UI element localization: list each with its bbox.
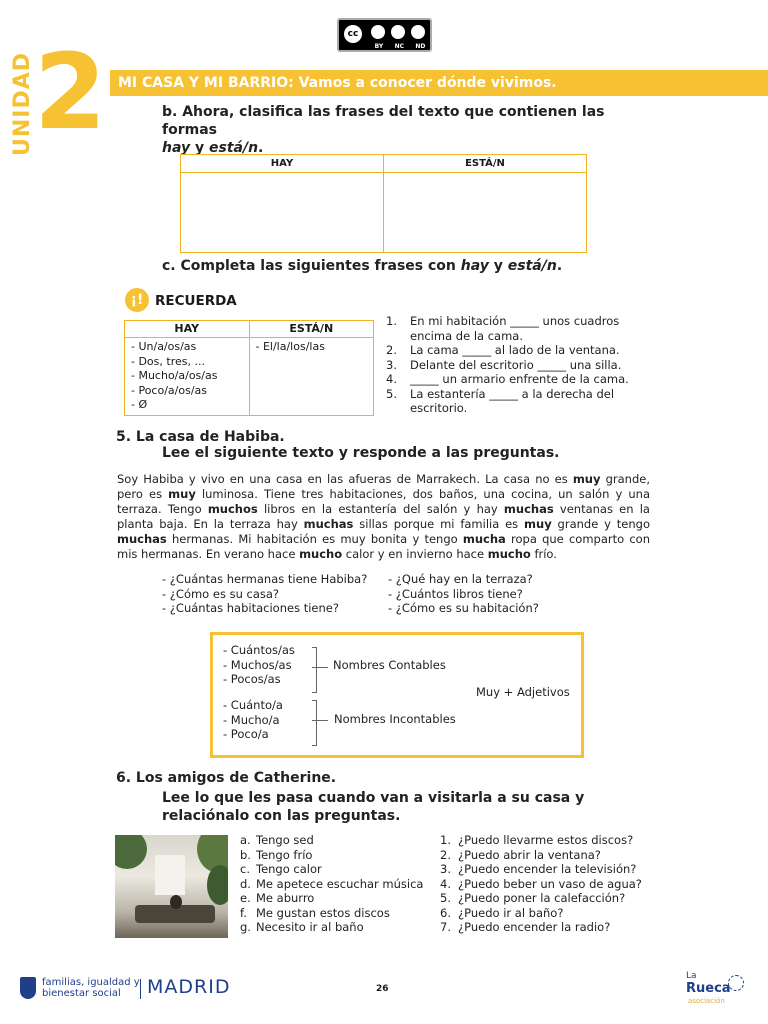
item-key: 6. (440, 905, 451, 920)
question-item: - ¿Cuántos libros tiene? (388, 586, 523, 601)
section-c-hay: hay (460, 258, 489, 274)
text-run: grande, pero es (117, 472, 650, 501)
item-text: La estantería _____ a la derecha del (410, 386, 615, 401)
question-item (440, 891, 655, 906)
exercise-c-item (386, 343, 646, 358)
section-b-y: y (190, 140, 209, 156)
text-run: ventanas en la planta baja. En la terraza hay (117, 502, 650, 531)
item-key: f. (240, 905, 247, 920)
text-run: grande y tengo (551, 517, 650, 531)
text-run: luminosa. Tiene tres habitaciones, dos baños, una cocina, un salón y una terraza. Tengo (117, 487, 651, 516)
item-number: 5. (386, 386, 397, 401)
item-text: Me apetece escuchar música (256, 876, 424, 891)
item-number: 2. (386, 343, 397, 357)
situation-item (240, 920, 440, 935)
item-text: Me aburro (256, 891, 315, 905)
questions-right (388, 572, 588, 616)
question-item (440, 862, 655, 877)
question-item (440, 833, 655, 848)
cc-icon (342, 23, 364, 45)
situation-item (240, 862, 440, 877)
rueca-wordmark: Rueca (686, 981, 731, 996)
license-badge (337, 18, 432, 52)
item-text: Me gustan estos discos (256, 905, 390, 920)
item-key: 7. (440, 920, 451, 934)
section-b-esta: está/n (208, 140, 259, 156)
questions-left (162, 572, 392, 616)
countable-item: - Cuántos/as (223, 643, 295, 657)
question-item: - ¿Cuántas habitaciones tiene? (162, 601, 339, 615)
exercise-c-list (386, 314, 646, 416)
item-text-cont: encima de la cama. (410, 328, 523, 343)
section-6-subtitle (162, 789, 584, 825)
classify-header-esta: ESTÁ/N (384, 155, 587, 173)
bold-run: mucho (299, 547, 343, 561)
item-text: ¿Puedo poner la calefacción? (458, 891, 626, 905)
section-5-subtitle: Lee el siguiente texto y responde a las preguntas. (162, 445, 560, 461)
bold-run: muchas (503, 502, 554, 516)
uncountable-list (223, 698, 283, 742)
text-run: libros en la estantería del salón y hay (257, 502, 504, 516)
window-shape (155, 855, 185, 895)
item-text: Tengo sed (256, 833, 314, 847)
wheel-icon (728, 975, 744, 991)
section-b-dot: . (258, 140, 264, 156)
classify-cell-esta[interactable] (384, 173, 587, 253)
unit-number: 2 (34, 31, 107, 153)
license-nd: ND (415, 43, 426, 50)
section-c-instruction (162, 258, 562, 274)
item-text: ¿Puedo abrir la ventana? (458, 847, 601, 862)
bold-run: muy (168, 487, 196, 501)
text-run: frío. (530, 547, 557, 561)
classify-cell-hay[interactable] (181, 173, 384, 253)
situation-item (240, 906, 440, 921)
org-line: familias, igualdad y (42, 977, 140, 988)
bold-run: muy (572, 472, 601, 486)
recuerda-table (124, 320, 374, 416)
unit-text: UNIDAD (10, 51, 35, 156)
item-text: En mi habitación _____ unos cuadros (410, 314, 620, 328)
item-key: c. (240, 862, 250, 876)
section-6-subtitle-line: Lee lo que les pasa cuando van a visitarla a su casa y (162, 790, 585, 806)
recuerda-hay-cell (125, 338, 250, 416)
item-text: ¿Puedo llevarme estos discos? (458, 833, 634, 847)
bold-run: muchos (207, 502, 258, 516)
section-6-title: 6. Los amigos de Catherine. (116, 770, 337, 786)
recuerda-hay-item: - Mucho/a/os/as (131, 369, 218, 382)
item-text: ¿Puedo encender la radio? (458, 920, 611, 934)
section-c-text: c. Completa las siguientes frases con (162, 258, 461, 274)
item-text: Tengo calor (256, 862, 322, 876)
countable-label: Nombres Contables (333, 658, 446, 672)
item-text: Tengo frío (256, 847, 313, 862)
plant-shape (115, 835, 147, 869)
uncountable-item: - Cuánto/a (223, 698, 283, 712)
bold-run: mucha (462, 532, 506, 546)
section-b-instruction (162, 103, 652, 157)
countable-item: - Pocos/as (223, 672, 281, 686)
habiba-paragraph (117, 472, 650, 562)
section-5-title: 5. La casa de Habiba. (116, 429, 285, 445)
grammar-box (210, 632, 584, 758)
recuerda-header-hay: HAY (125, 321, 250, 338)
item-text: Delante del escritorio _____ una silla. (410, 357, 622, 372)
question-item: - ¿Cómo es su casa? (162, 586, 280, 601)
item-text: ¿Puedo beber un vaso de agua? (458, 876, 642, 891)
section-c-esta: está/n (507, 258, 557, 274)
question-item (440, 877, 655, 892)
text-run: sillas porque mi familia es (353, 517, 525, 531)
text-run: Soy Habiba y vivo en una casa en las afueras de Marrakech. La casa no es (117, 472, 573, 486)
item-number: 3. (386, 357, 397, 372)
item-number: 4. (386, 372, 397, 386)
madrid-shield-icon (20, 977, 36, 999)
rueca-logo (686, 971, 748, 1011)
recuerda-esta-cell (249, 338, 374, 416)
section-6-subtitle-line: relaciónalo con las preguntas. (162, 808, 401, 824)
countable-list (223, 643, 295, 687)
adjectives-label: Muy + Adjetivos (476, 685, 570, 699)
bracket-tick (312, 720, 328, 721)
bold-run: mucho (487, 547, 531, 561)
item-key: e. (240, 891, 251, 905)
item-key: 3. (440, 862, 451, 876)
question-item: - ¿Qué hay en la terraza? (388, 572, 533, 586)
divider (140, 979, 141, 999)
madrid-wordmark: MADRID (147, 976, 231, 998)
rueca-sub: asociación (688, 997, 725, 1005)
bracket-uncountable (312, 700, 317, 746)
situation-item (240, 833, 440, 848)
uncountable-item: - Mucho/a (223, 712, 280, 727)
page-number: 26 (376, 984, 389, 994)
cc-text: cc (347, 29, 359, 39)
section-c-dot: . (556, 258, 563, 274)
bold-run: muchas (117, 532, 167, 546)
text-run: calor y en invierno hace (342, 547, 488, 561)
exercise-c-item (386, 387, 646, 402)
questions-list (440, 833, 655, 935)
item-text: ¿Puedo encender la televisión? (458, 862, 637, 876)
recuerda-esta-item: - El/la/los/las (255, 340, 325, 353)
org-line: bienestar social (42, 988, 121, 999)
item-key: 1. (440, 833, 451, 847)
item-text: Necesito ir al baño (256, 920, 364, 934)
text-run: hermanas. Mi habitación es muy bonita y tengo (166, 532, 463, 546)
uncountable-label: Nombres Incontables (334, 712, 456, 726)
countable-item: - Muchos/as (223, 657, 292, 672)
exercise-c-item (386, 314, 646, 329)
bracket-tick (312, 667, 328, 668)
text-run: ropa que comparto con mis hermanas. En verano hace (117, 532, 650, 561)
page-header: MI CASA Y MI BARRIO: Vamos a conocer dónde vivimos. (110, 70, 768, 96)
section-b-hay: hay (162, 140, 191, 156)
situation-item (240, 891, 440, 906)
question-item: - ¿Cómo es su habitación? (388, 601, 539, 615)
item-key: 2. (440, 847, 451, 862)
rueca-la: La (686, 971, 697, 981)
item-text-cont: escritorio. (410, 401, 468, 415)
item-key: d. (240, 876, 251, 891)
item-number: 1. (386, 314, 397, 328)
item-key: 5. (440, 891, 451, 905)
person-shape (170, 895, 182, 909)
no-derivatives-icon (409, 23, 427, 41)
bold-run: muchas (303, 517, 354, 531)
question-item (440, 848, 655, 863)
item-key: a. (240, 833, 251, 847)
classify-header-hay: HAY (181, 155, 384, 173)
info-icon: ¡! (125, 288, 149, 312)
item-text: ¿Puedo ir al baño? (458, 905, 564, 920)
item-key: g. (240, 920, 251, 934)
bold-run: muy (524, 517, 552, 531)
uncountable-item: - Poco/a (223, 727, 269, 741)
recuerda-hay-item: - Ø (131, 398, 148, 411)
recuerda-hay-item: - Un/a/os/as (131, 340, 197, 353)
situations-list (240, 833, 440, 935)
recuerda-hay-item: - Poco/a/os/as (131, 383, 208, 397)
non-commercial-icon (389, 23, 407, 41)
situation-item (240, 877, 440, 892)
recuerda-hay-item: - Dos, tres, ... (131, 354, 205, 368)
section-c-y: y (488, 258, 508, 274)
plant-shape (207, 865, 228, 905)
item-key: b. (240, 847, 251, 862)
exercise-c-item (386, 358, 646, 373)
recuerda-header-esta: ESTÁ/N (249, 321, 374, 338)
question-item (440, 920, 655, 935)
license-labels (369, 43, 431, 50)
bracket-countable (312, 647, 317, 693)
person-icon (369, 23, 387, 41)
org-name (42, 977, 162, 999)
section-b-text: b. Ahora, clasifica las frases del texto que contienen las formas (162, 104, 605, 138)
classify-table (180, 154, 587, 253)
question-item: - ¿Cuántas hermanas tiene Habiba? (162, 572, 368, 586)
exercise-c-item (386, 372, 646, 387)
recuerda-title: RECUERDA (155, 293, 237, 309)
license-by: BY (374, 43, 384, 50)
item-text: _____ un armario enfrente de la cama. (410, 372, 629, 386)
item-key: 4. (440, 876, 451, 891)
situation-item (240, 848, 440, 863)
license-nc: NC (394, 43, 404, 50)
item-text: La cama _____ al lado de la ventana. (410, 343, 620, 357)
living-room-photo (115, 835, 228, 938)
question-item (440, 906, 655, 921)
